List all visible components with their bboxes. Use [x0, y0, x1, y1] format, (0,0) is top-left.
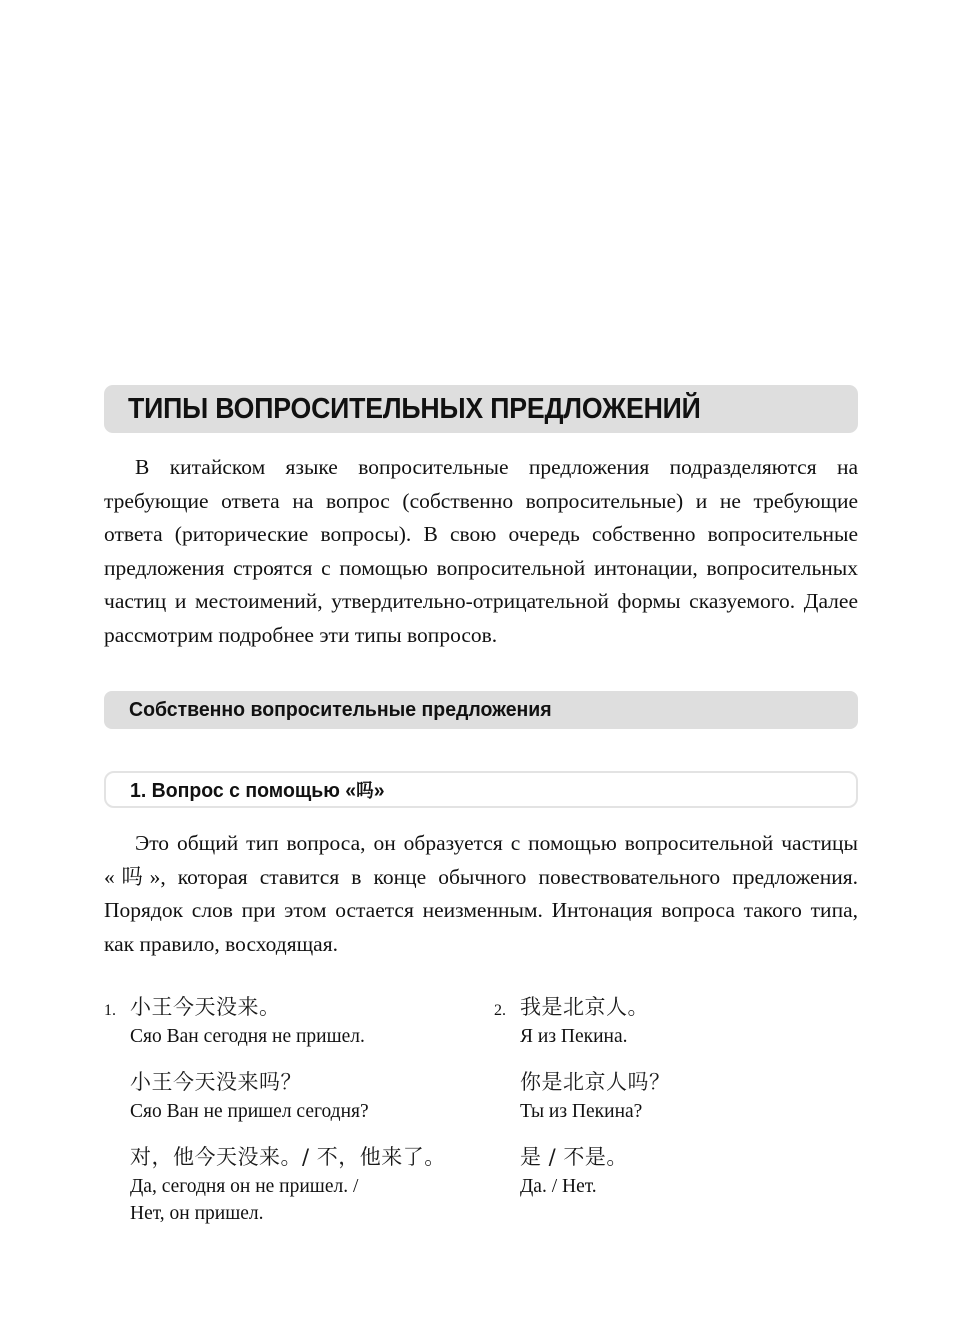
example-question-translation: Ты из Пекина? [520, 1101, 643, 1122]
example-marker: 1. [104, 1002, 116, 1019]
examples-container [104, 992, 858, 1227]
example-question-cjk: 小王今天没来吗？ [130, 1070, 302, 1094]
example-statement-cjk: 小王今天没来。 [130, 995, 281, 1019]
examples-column-right [494, 992, 858, 1227]
page-title: ТИПЫ ВОПРОСИТЕЛЬНЫХ ПРЕДЛОЖЕНИЙ [128, 392, 701, 425]
page-title-bar [104, 385, 858, 433]
example-question-translation: Сяо Ван не пришел сегодня? [130, 1101, 369, 1122]
examples-column-left [104, 992, 494, 1227]
example-answer-translation-line1: Да, сегодня он не пришел. / [130, 1176, 359, 1197]
page-content [104, 385, 858, 1227]
example-statement-translation: Я из Пекина. [520, 1026, 628, 1047]
subsection-heading-prefix: 1. Вопрос с помощью « [130, 778, 357, 802]
example-answer-cjk: 是 / 不是。 [520, 1145, 628, 1169]
subsection-heading-suffix: » [373, 778, 385, 802]
subsection-heading-cjk-particle: 吗 [356, 780, 374, 802]
example-answer-cjk: 对，他今天没来。/ 不，他来了。 [130, 1145, 446, 1169]
intro-paragraph: В китайском языке вопросительные предложения подразделяются на требующие ответа на вопрос (собственно вопросительные) и не требующие ответа (риторические вопросы). В свою очередь собственно вопросительные предложения строятся с помощью вопросительной интонации, вопросительных частиц и местоимений, утвердительно-отрицательной формы сказуемого. Далее рассмотрим подробнее эти типы вопросов. [104, 455, 858, 647]
example-answer-translation-line1: Да. / Нет. [520, 1176, 597, 1197]
example-item [494, 992, 858, 1200]
example-marker: 2. [494, 1002, 506, 1019]
section-heading-bar [104, 691, 858, 729]
example-lines [130, 992, 494, 1227]
subsection-heading-bar [104, 771, 858, 808]
section-heading-label: Собственно вопросительные предложения [129, 698, 552, 721]
subsection-heading-label [130, 777, 385, 803]
example-item [104, 992, 494, 1227]
example-statement-cjk: 我是北京人。 [520, 995, 649, 1019]
example-question-cjk: 你是北京人吗？ [520, 1070, 671, 1094]
example-answer-translation-line2: Нет, он пришел. [130, 1203, 264, 1224]
example-lines [520, 992, 858, 1200]
body-paragraph: Это общий тип вопроса, он образуется с помощью вопросительной частицы «吗», которая ставится в конце обычного повествовательного предложения. Порядок слов при этом остается неизменным. Интонация вопроса такого типа, как правило, восходящая. [104, 831, 858, 956]
example-statement-translation: Сяо Ван сегодня не пришел. [130, 1026, 365, 1047]
